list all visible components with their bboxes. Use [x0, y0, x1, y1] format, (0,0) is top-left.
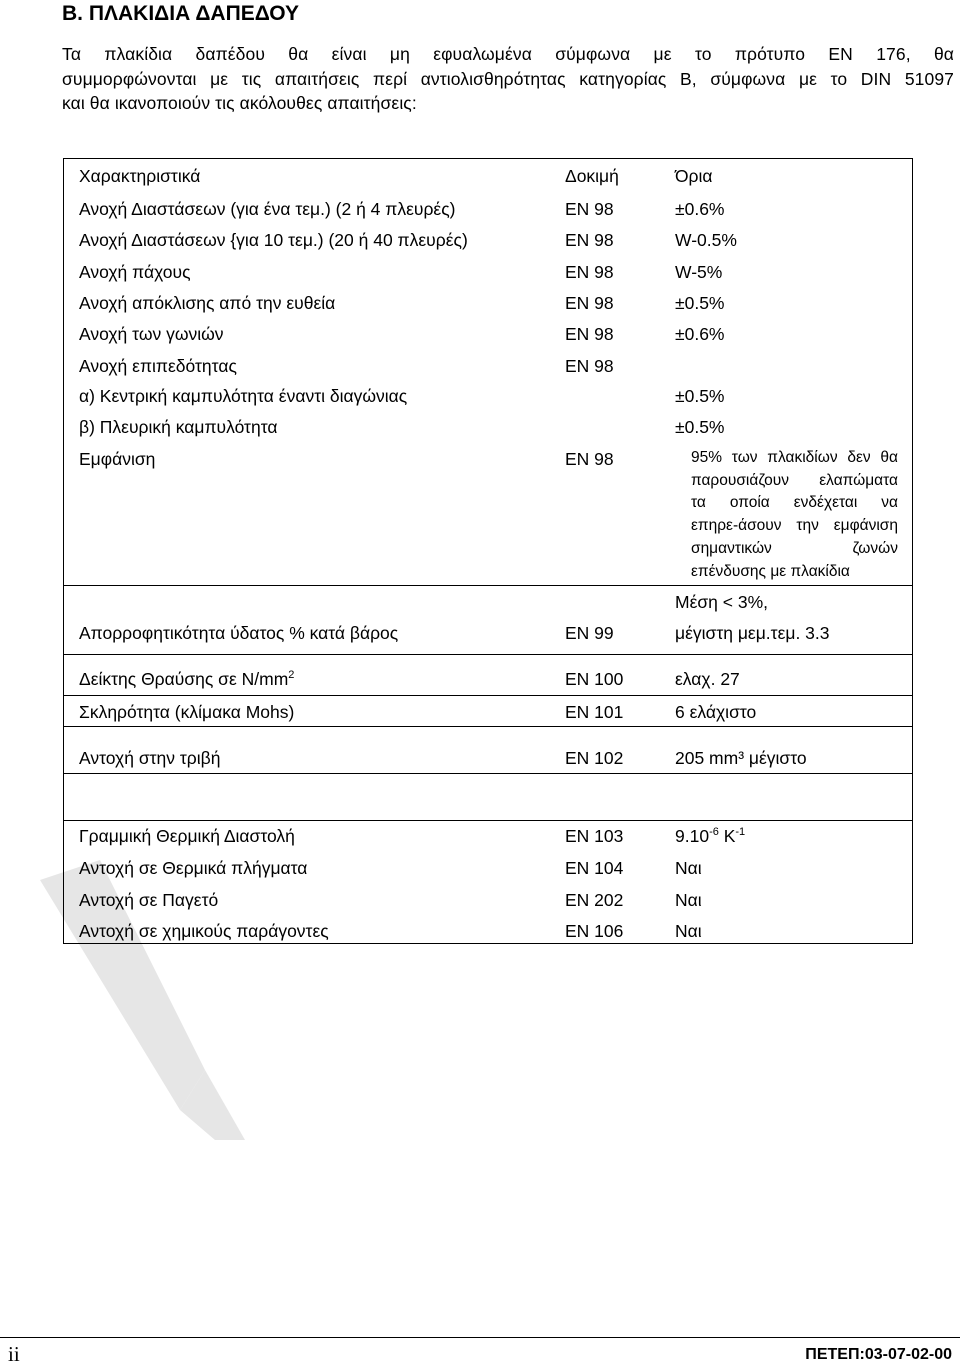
expansion-unit-exponent: -1	[735, 826, 746, 838]
row-test: EN 98	[565, 293, 614, 313]
chemical-limit: Ναι	[675, 921, 702, 941]
appearance-note-line: τα οποία ενδέχεται να	[691, 494, 898, 512]
header-characteristic: Χαρακτηριστικά	[79, 166, 201, 186]
row-characteristic: Ανοχή των γωνιών	[79, 324, 224, 344]
row-separator	[64, 820, 912, 821]
row-limit: W-0.5%	[675, 230, 737, 250]
requirements-table	[63, 158, 913, 944]
frost-test: EN 202	[565, 890, 624, 910]
abrasion-test: EN 102	[565, 748, 624, 768]
expansion-limit-exponent: -6	[709, 826, 719, 838]
header-test: Δοκιμή	[565, 166, 619, 186]
row-limit: ±0.6%	[675, 199, 725, 219]
hardness-characteristic: Σκληρότητα (κλίμακα Mohs)	[79, 702, 295, 722]
thermal-shock-limit: Ναι	[675, 858, 702, 878]
appearance-note-line: επηρε-άσουν την εμφάνιση	[691, 517, 898, 535]
breaking-unit-superscript: 2	[288, 669, 295, 681]
abrasion-limit: 205 mm³ μέγιστο	[675, 748, 807, 768]
expansion-limit-unit: K	[718, 826, 736, 846]
row-test: EN 98	[565, 324, 614, 344]
appearance-note-line: 95% των πλακιδίων δεν θα	[691, 449, 898, 466]
expansion-limit	[675, 826, 745, 849]
row-separator	[64, 585, 912, 586]
absorption-limit-line2: μέγιστη μεμ.τεμ. 3.3	[675, 623, 830, 643]
chemical-test: EN 106	[565, 921, 624, 941]
breaking-limit: ελαχ. 27	[675, 669, 740, 689]
appearance-note	[691, 447, 898, 583]
chemical-characteristic: Αντοχή σε χημικούς παράγοντες	[79, 921, 329, 941]
row-test: EN 98	[565, 230, 614, 250]
row-separator	[64, 654, 912, 655]
breaking-characteristic-text: Δείκτης Θραύσης σε N/mm	[79, 669, 289, 689]
intro-line: Τα πλακίδια δαπέδου θα είναι μη εφυαλωμένα σύμφωνα με το πρότυπο EN 176, θα	[62, 44, 954, 64]
flatness-sub-a-label: α) Κεντρική καμπυλότητα έναντι διαγώνιας	[79, 386, 408, 406]
flatness-sub-b-limit: ±0.5%	[675, 417, 725, 437]
row-characteristic: Ανοχή Διαστάσεων {για 10 τεμ.) (20 ή 40 πλευρές)	[79, 230, 468, 250]
appearance-test: EN 98	[565, 449, 614, 469]
thermal-shock-characteristic: Αντοχή σε Θερμικά πλήγματα	[79, 858, 308, 878]
breaking-characteristic	[79, 669, 294, 692]
breaking-test: EN 100	[565, 669, 624, 689]
absorption-limit-line1: Μέση < 3%,	[675, 592, 769, 612]
flatness-characteristic: Ανοχή επιπεδότητας	[79, 356, 237, 376]
flatness-test: EN 98	[565, 356, 614, 376]
expansion-test: EN 103	[565, 826, 624, 846]
abrasion-characteristic: Αντοχή στην τριβή	[79, 748, 221, 768]
intro-line: συμμορφώνονται με τις απαιτήσεις περί αντιολισθηρότητας κατηγορίας Β, σύμφωνα με το DIN 51097	[62, 68, 954, 89]
section-title: Β. ΠΛΑΚΙΔΙΑ ΔΑΠΕΔΟΥ	[62, 2, 300, 25]
header-limits: Όρια	[675, 166, 713, 186]
appearance-note-line: επένδυσης με πλακίδια	[691, 562, 850, 580]
row-characteristic: Ανοχή πάχους	[79, 262, 191, 282]
frost-limit: Ναι	[675, 890, 702, 910]
appearance-note-line: παρουσιάζουν ελαπώματα	[691, 471, 898, 489]
intro-line: και θα ικανοποιούν τις ακόλουθες απαιτήσεις:	[62, 93, 417, 113]
row-separator	[64, 695, 912, 696]
row-separator	[64, 773, 912, 774]
row-characteristic: Ανοχή Διαστάσεων (για ένα τεμ.) (2 ή 4 πλευρές)	[79, 199, 456, 219]
frost-characteristic: Αντοχή σε Παγετό	[79, 890, 219, 910]
document-code: ΠΕΤΕΠ:03-07-02-00	[805, 1346, 952, 1363]
row-test: EN 98	[565, 199, 614, 219]
appearance-note-line: σημαντικών ζωνών	[691, 539, 898, 557]
appearance-characteristic: Εμφάνιση	[79, 449, 156, 469]
flatness-sub-b-label: β) Πλευρική καμπυλότητα	[79, 417, 278, 437]
row-limit: W-5%	[675, 262, 723, 282]
thermal-shock-test: EN 104	[565, 858, 624, 878]
hardness-limit: 6 ελάχιστο	[675, 702, 757, 722]
row-test: EN 98	[565, 262, 614, 282]
expansion-limit-base: 9.10	[675, 826, 710, 846]
hardness-test: EN 101	[565, 702, 624, 722]
row-characteristic: Ανοχή απόκλισης από την ευθεία	[79, 293, 336, 313]
intro-paragraph	[62, 42, 954, 116]
row-limit: ±0.5%	[675, 293, 725, 313]
absorption-test: EN 99	[565, 623, 614, 643]
page-number: ii	[8, 1342, 20, 1366]
row-separator	[64, 726, 912, 727]
absorption-characteristic: Απορροφητικότητα ύδατος % κατά βάρος	[79, 623, 399, 643]
row-limit: ±0.6%	[675, 324, 725, 344]
footer-rule	[0, 1337, 960, 1338]
flatness-sub-a-limit: ±0.5%	[675, 386, 725, 406]
expansion-characteristic: Γραμμική Θερμική Διαστολή	[79, 826, 295, 846]
